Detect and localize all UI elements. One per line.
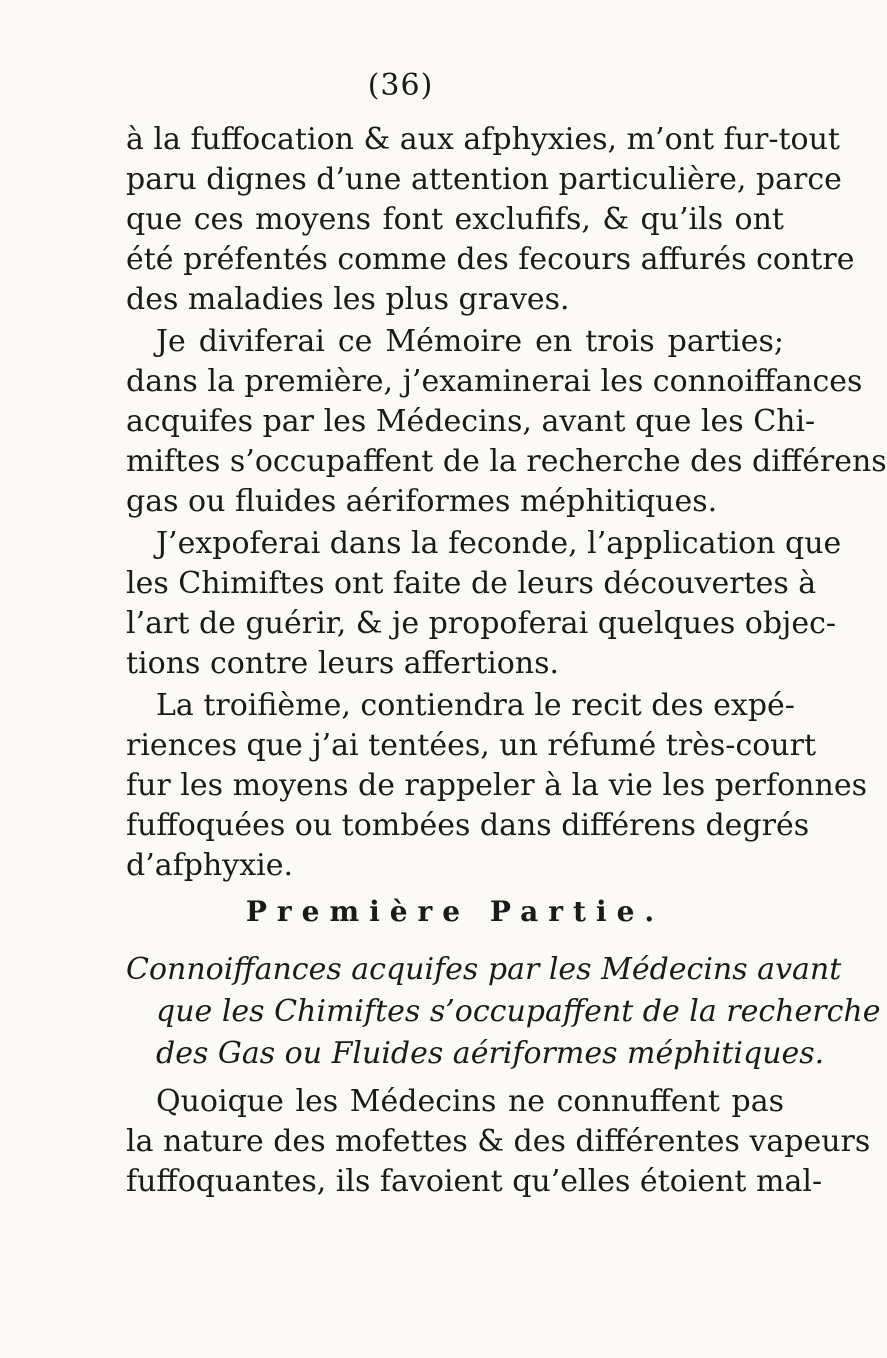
text-line: miftes s’occupaffent de la recherche des différens bbox=[126, 444, 887, 479]
text-line: gas ou fluides aériformes méphitiques. bbox=[126, 484, 718, 519]
section-subtitle-line: des Gas ou Fluides aériformes méphitiques. bbox=[156, 1036, 825, 1071]
text-line: fuffoquantes, ils favoient qu’elles étoient mal- bbox=[126, 1164, 823, 1199]
text-line: fur les moyens de rappeler à la vie les perfonnes bbox=[126, 768, 867, 803]
section-heading: Première Partie. bbox=[245, 895, 665, 928]
text-line: que ces moyens font exclufifs, & qu’ils ont bbox=[126, 202, 784, 237]
text-line: les Chimiftes ont faite de leurs découvertes à bbox=[126, 566, 817, 601]
text-line: à la fuffocation & aux afphyxies, m’ont fur-tout bbox=[126, 122, 840, 157]
text-line: d’afphyxie. bbox=[126, 848, 294, 883]
section-subtitle-line: Connoiffances acquifes par les Médecins avant bbox=[126, 952, 842, 987]
text-line: La troifième, contiendra le recit des expé- bbox=[156, 688, 795, 723]
text-line: fuffoquées ou tombées dans différens degrés bbox=[126, 808, 810, 843]
text-line: paru dignes d’une attention particulière, parce bbox=[126, 162, 842, 197]
text-line: des maladies les plus graves. bbox=[126, 282, 570, 317]
text-line: riences que j’ai tentées, un réfumé très-court bbox=[126, 728, 817, 763]
text-line: été préfentés comme des fecours affurés contre bbox=[126, 242, 855, 277]
text-line: Je diviferai ce Mémoire en trois parties; bbox=[156, 324, 784, 359]
text-line: l’art de guérir, & je propoferai quelques objec- bbox=[126, 606, 837, 641]
text-line: tions contre leurs affertions. bbox=[126, 646, 560, 681]
section-subtitle-line: que les Chimiftes s’occupaffent de la recherche bbox=[156, 994, 881, 1029]
text-line: J’expoferai dans la feconde, l’application que bbox=[156, 526, 842, 561]
text-line: Quoique les Médecins ne connuffent pas bbox=[156, 1084, 784, 1119]
text-line: acquifes par les Médecins, avant que les Chi- bbox=[126, 404, 816, 439]
text-line: dans la première, j’examinerai les connoiffances bbox=[126, 364, 863, 399]
text-line: la nature des mofettes & des différentes vapeurs bbox=[126, 1124, 871, 1159]
page-number: (36) bbox=[367, 68, 434, 103]
